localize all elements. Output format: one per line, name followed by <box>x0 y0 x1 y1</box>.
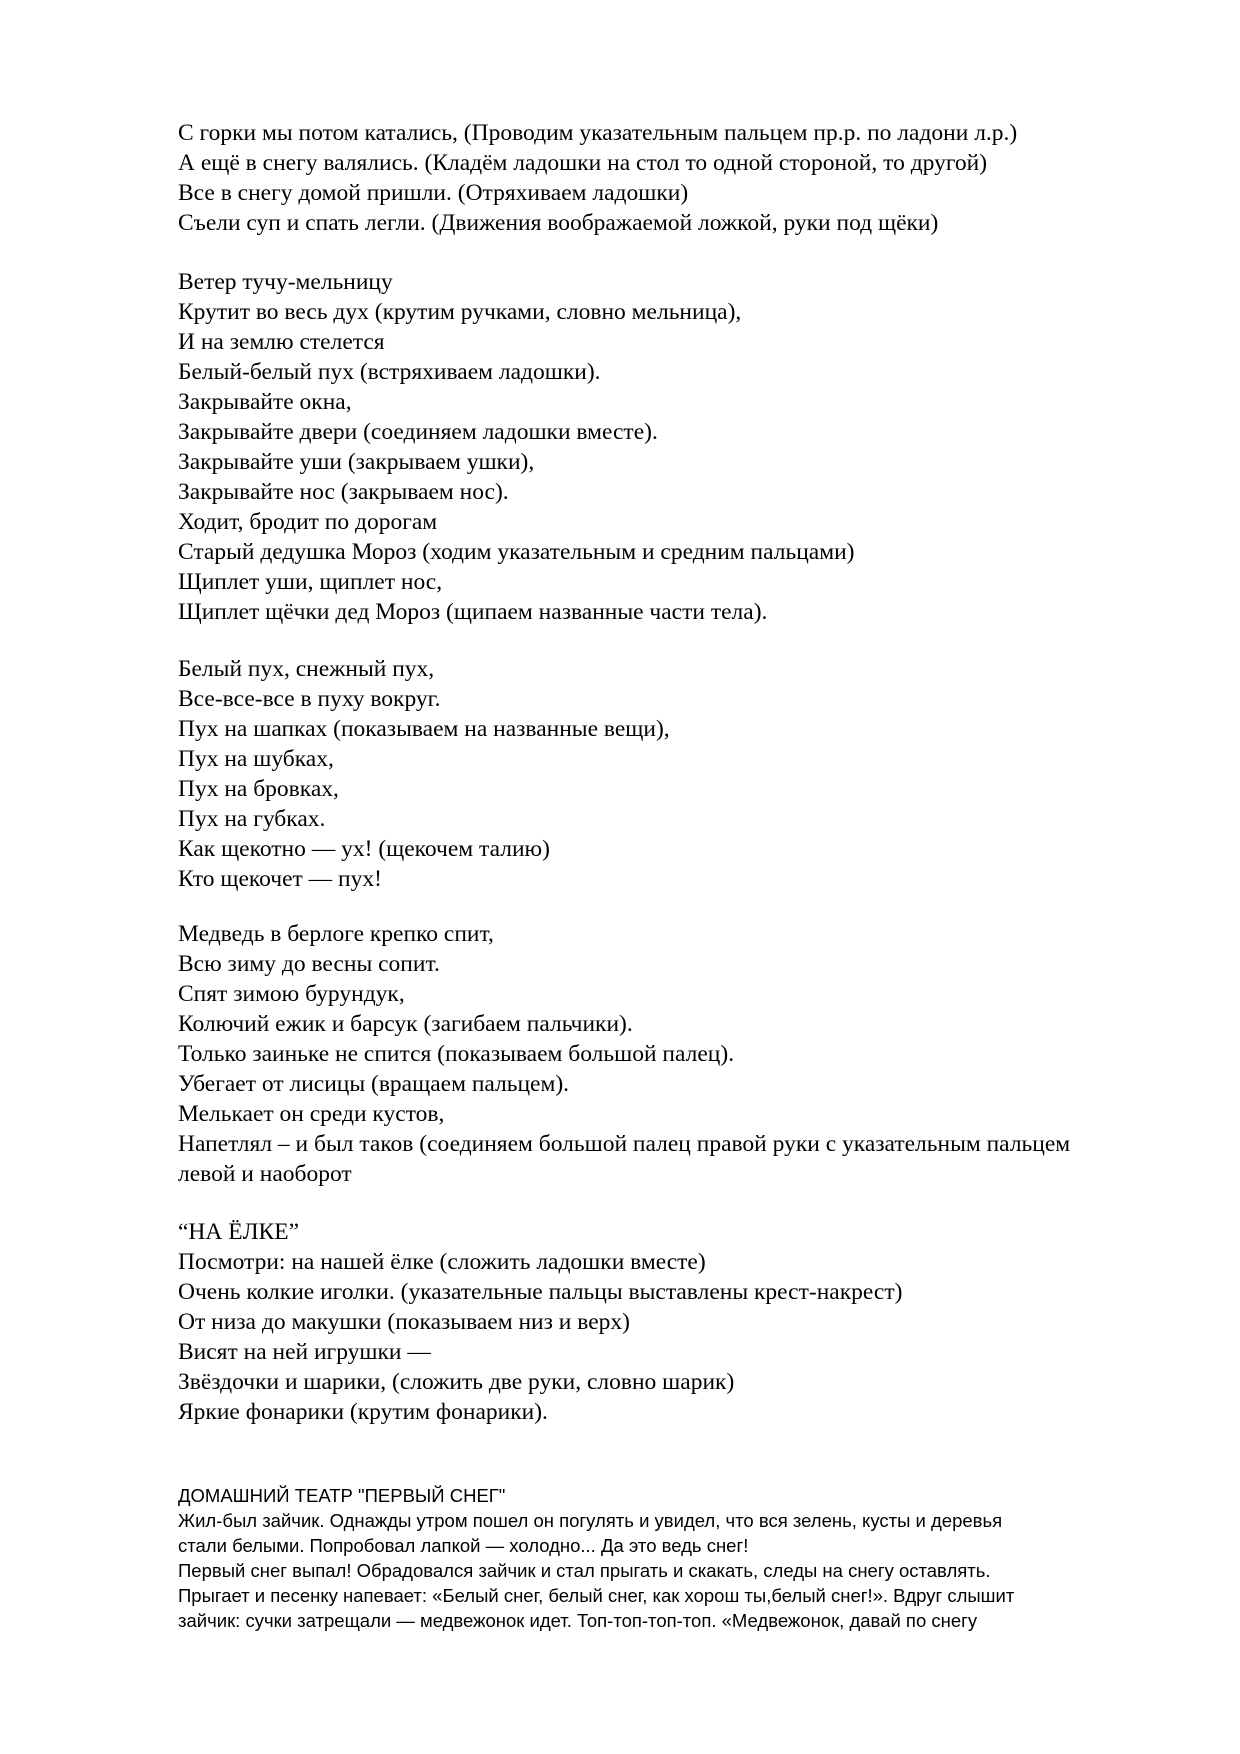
text-line: Мелькает он среди кустов, <box>178 1101 445 1127</box>
text-line: Напетлял – и был таков (соединяем большой палец правой руки с указательным пальцем <box>178 1131 1071 1157</box>
text-line: Убегает от лисицы (вращаем пальцем). <box>178 1071 570 1097</box>
text-line: Звёздочки и шарики, (сложить две руки, словно шарик) <box>178 1369 735 1395</box>
text-line: Пух на бровках, <box>178 776 339 802</box>
stanza-wind-frost <box>178 267 855 627</box>
text-line: Белый пух, снежный пух, <box>178 656 435 682</box>
stanza-on-the-tree <box>178 1217 902 1427</box>
text-line: Колючий ежик и барсук (загибаем пальчики). <box>178 1011 633 1037</box>
text-line: Пух на шубках, <box>178 746 334 772</box>
text-line: Спят зимою бурундук, <box>178 981 405 1007</box>
text-line: И на землю стелется <box>178 329 385 355</box>
text-line: Щиплет щёчки дед Мороз (щипаем названные части тела). <box>178 599 768 625</box>
text-line: Только заиньке не спится (показываем большой палец). <box>178 1041 735 1067</box>
text-line: Закрывайте двери (соединяем ладошки вместе). <box>178 419 658 445</box>
text-line: С горки мы потом катались, (Проводим указательным пальцем пр.р. по ладони л.р.) <box>178 120 1018 146</box>
text-line: Закрывайте нос (закрываем нос). <box>178 479 509 505</box>
text-line: Старый дедушка Мороз (ходим указательным и средним пальцами) <box>178 539 855 565</box>
text-line: Пух на губках. <box>178 806 326 832</box>
story-line: Жил-был зайчик. Однажды утром пошел он погулять и увидел, что вся зелень, кусты и деревья <box>178 1510 1003 1531</box>
text-line: Все-все-все в пуху вокруг. <box>178 686 441 712</box>
text-line: Очень колкие иголки. (указательные пальцы выставлены крест-накрест) <box>178 1279 903 1305</box>
text-line: левой и наоборот <box>178 1161 352 1187</box>
stanza-sledding <box>178 118 1017 238</box>
text-line: Медведь в берлоге крепко спит, <box>178 921 494 947</box>
text-line: Кто щекочет — пух! <box>178 866 382 892</box>
text-line: Съели суп и спать легли. (Движения воображаемой ложкой, руки под щёки) <box>178 210 939 236</box>
text-line: От низа до макушки (показываем низ и верх) <box>178 1309 630 1335</box>
story-line: Прыгает и песенку напевает: «Белый снег, белый снег, как хорош ты,белый снег!». Вдруг слышит <box>178 1585 1015 1606</box>
text-line: Ходит, бродит по дорогам <box>178 509 438 535</box>
text-line: Как щекотно — ух! (щекочем талию) <box>178 836 550 862</box>
text-line: Ветер тучу-мельницу <box>178 269 393 295</box>
text-line: А ещё в снегу валялись. (Кладём ладошки на стол то одной стороной, то другой) <box>178 150 988 176</box>
story-title: ДОМАШНИЙ ТЕАТР "ПЕРВЫЙ СНЕГ" <box>178 1485 506 1506</box>
stanza-title: “НА ЁЛКЕ” <box>178 1219 299 1245</box>
text-line: Крутит во весь дух (крутим ручками, словно мельница), <box>178 299 742 325</box>
text-line: Посмотри: на нашей ёлке (сложить ладошки вместе) <box>178 1249 706 1275</box>
story-line: Первый снег выпал! Обрадовался зайчик и стал прыгать и скакать, следы на снегу оставлять. <box>178 1560 991 1581</box>
text-line: Все в снегу домой пришли. (Отряхиваем ладошки) <box>178 180 689 206</box>
text-line: Висят на ней игрушки — <box>178 1339 431 1365</box>
text-line: Щиплет уши, щиплет нос, <box>178 569 443 595</box>
story-line: зайчик: сучки затрещали — медвежонок идет. Топ-топ-топ-топ. «Медвежонок, давай по снегу <box>178 1610 978 1631</box>
text-line: Пух на шапках (показываем на названные вещи), <box>178 716 670 742</box>
text-line: Закрывайте уши (закрываем ушки), <box>178 449 535 475</box>
text-line: Закрывайте окна, <box>178 389 352 415</box>
text-line: Всю зиму до весны сопит. <box>178 951 440 977</box>
story-first-snow <box>178 1483 1118 1633</box>
text-line: Белый-белый пух (встряхиваем ладошки). <box>178 359 601 385</box>
stanza-white-fluff <box>178 654 670 894</box>
stanza-bear-den <box>178 919 1070 1189</box>
text-line: Яркие фонарики (крутим фонарики). <box>178 1399 548 1425</box>
story-line: стали белыми. Попробовал лапкой — холодно... Да это ведь снег! <box>178 1535 749 1556</box>
